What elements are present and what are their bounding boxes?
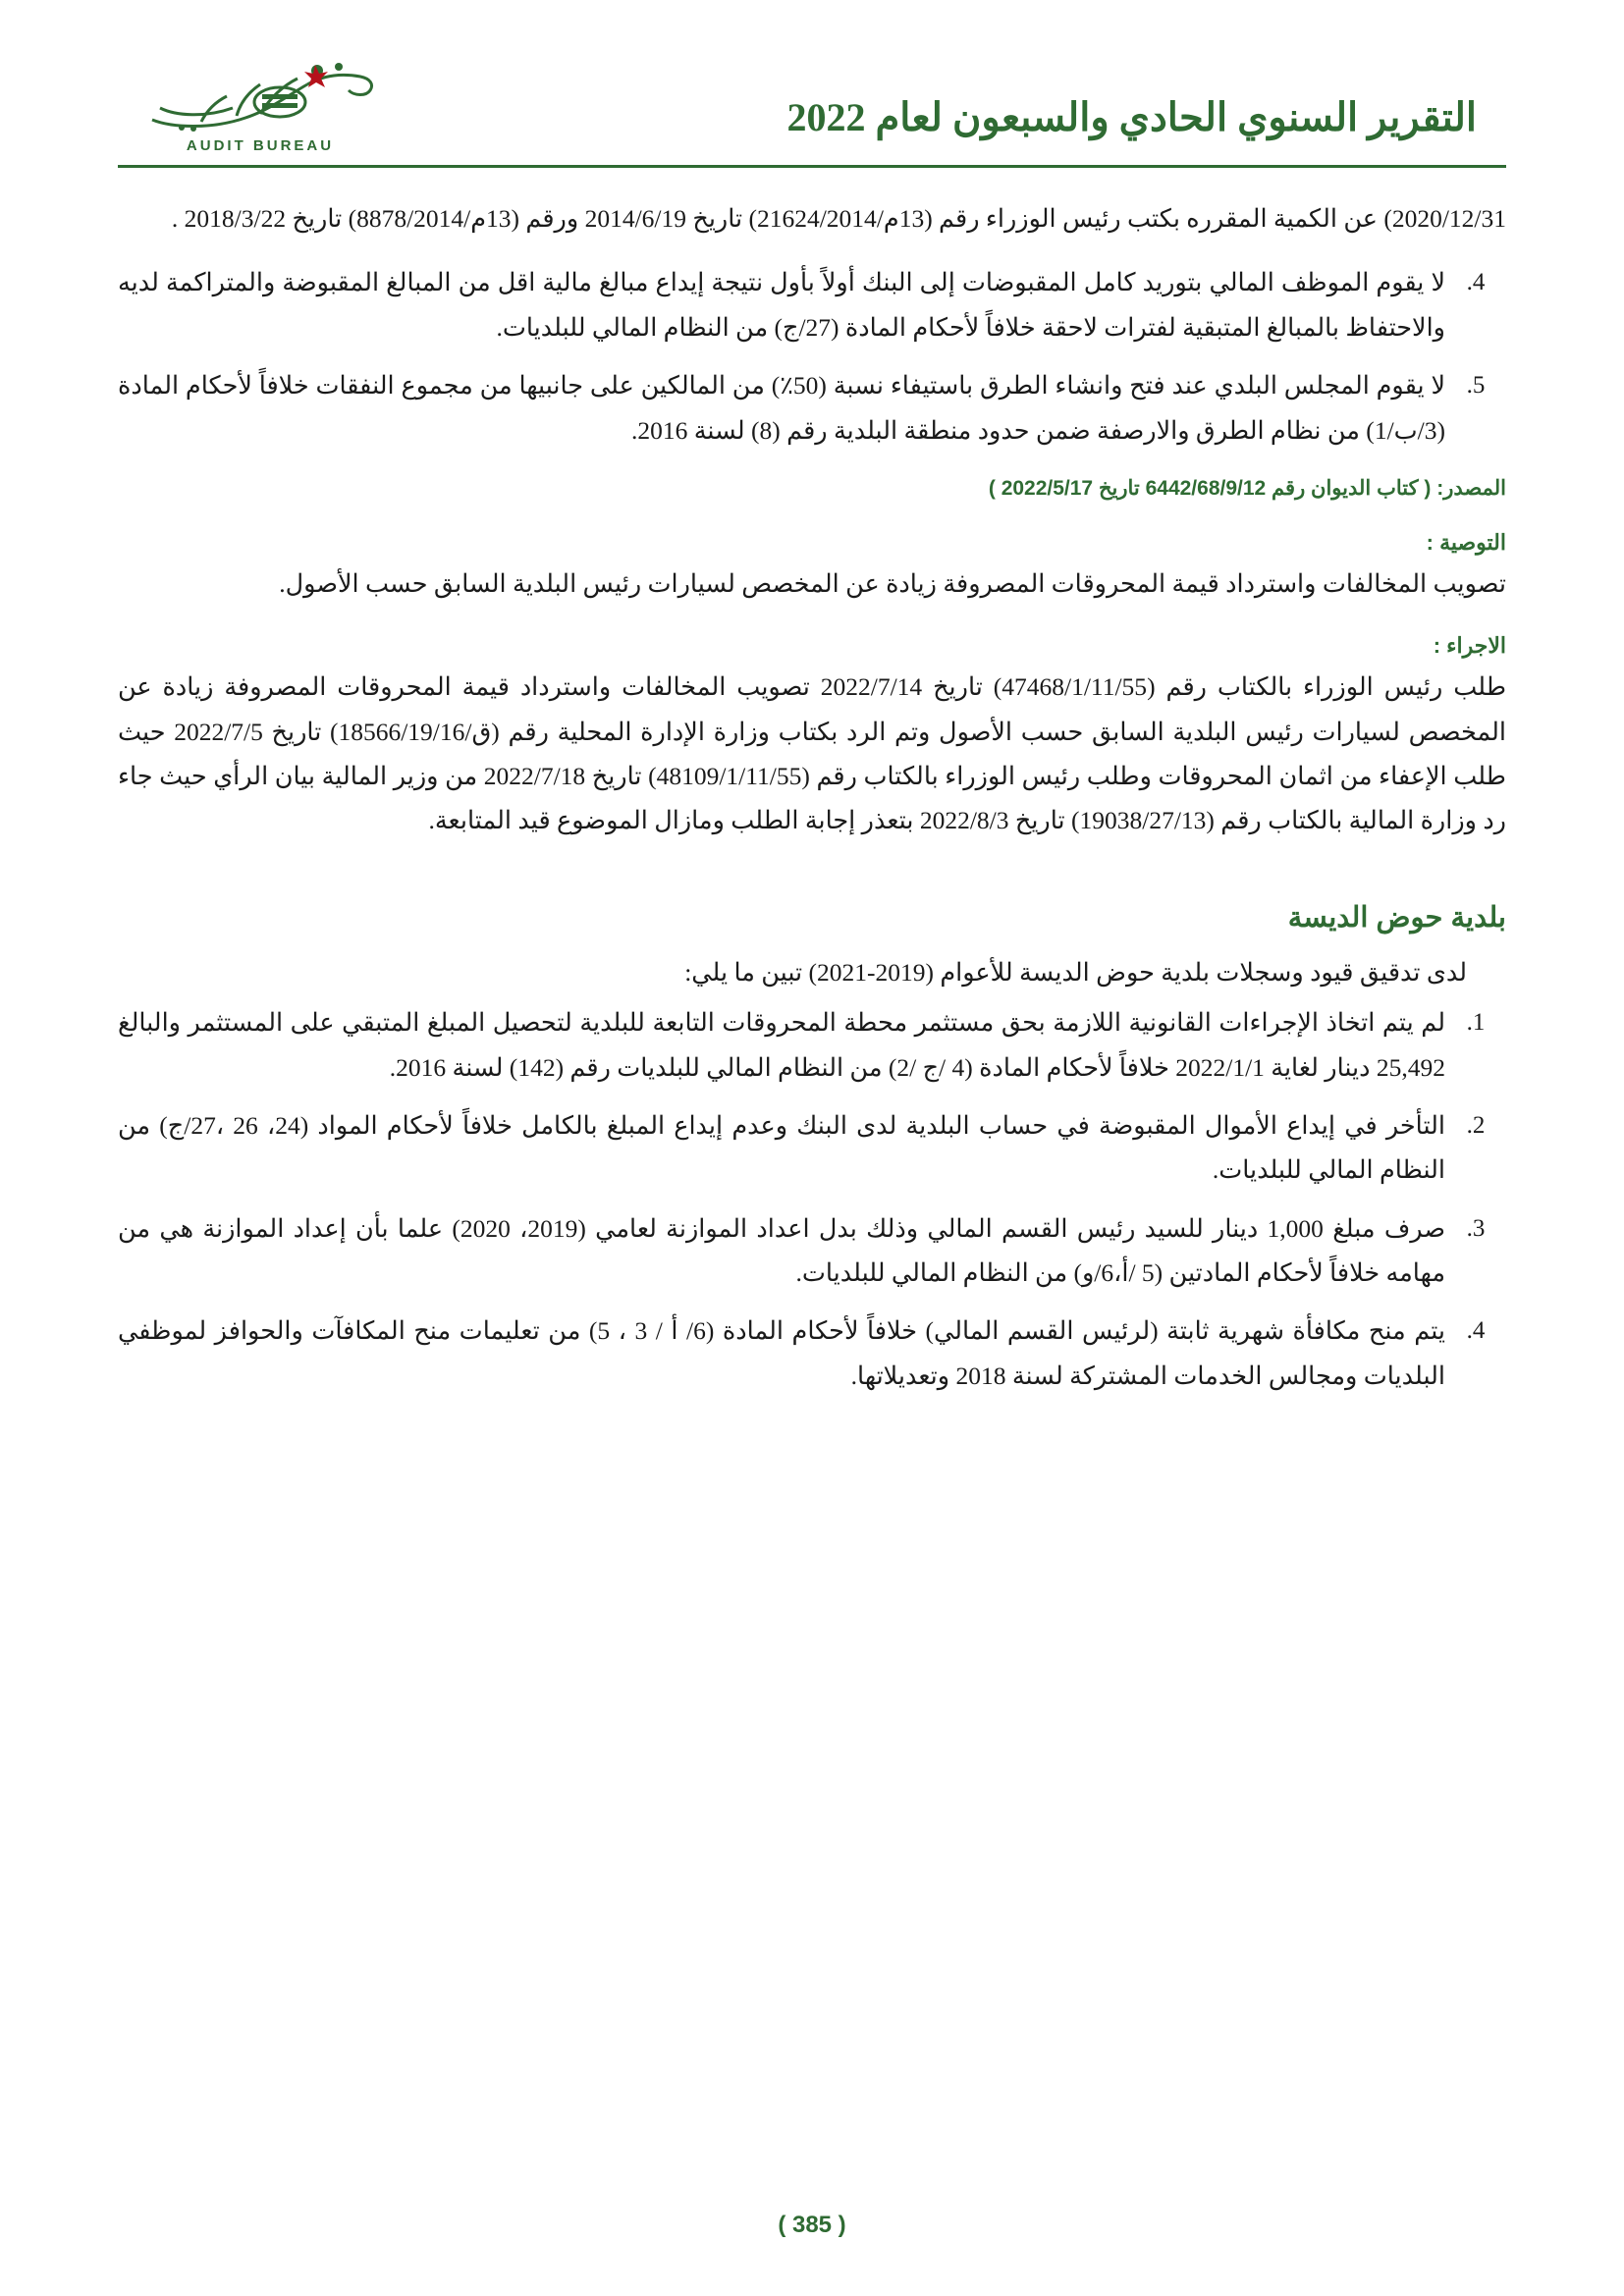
list-item-number: .3 bbox=[1466, 1214, 1486, 1242]
logo-wordmark: AUDIT BUREAU bbox=[186, 137, 335, 154]
audit-bureau-calligraphy-icon bbox=[142, 59, 378, 135]
section-intro: لدى تدقيق قيود وسجلات بلدية حوض الديسة للأعوام (2019-2021) تبين ما يلي: bbox=[684, 957, 1467, 987]
list-item bbox=[118, 1308, 1506, 1398]
list-item-number: .2 bbox=[1466, 1111, 1486, 1139]
list-item bbox=[118, 1206, 1506, 1296]
list-item-text: التأخر في إيداع الأموال المقبوضة في حساب البلدية لدى البنك وعدم إيداع المبلغ بالكامل خلافاً لأحكام المواد (24، 26 ،27/ج) من النظام المالي للبلديات. bbox=[118, 1110, 1445, 1185]
list-item-text: لا يقوم الموظف المالي بتوريد كامل المقبوضات إلى البنك أولاً بأول نتيجة إيداع مبالغ مالية اقل من المبالغ المقبوضة والمتراكمة لديه والاحتفاظ بالمبالغ المتبقية لفترات لاحقة خلافاً لأحكام المادة (27/ج) من النظام المالي للبلديات. bbox=[118, 268, 1445, 342]
header-divider bbox=[118, 165, 1506, 168]
list-item-number: .1 bbox=[1466, 1009, 1486, 1037]
list-item-text: لا يقوم المجلس البلدي عند فتح وانشاء الطرق باستيفاء نسبة (50٪) من المالكين على جانبيها من مجموع النفقات خلافاً لأحكام المادة (3/ب/1) من نظام الطرق والارصفة ضمن حدود منطقة البلدية رقم (8) لسنة 2016. bbox=[118, 371, 1445, 445]
list-item-text: صرف مبلغ 1,000 دينار للسيد رئيس القسم المالي وذلك بدل اعداد الموازنة لعامي (2019، 2020) علما بأن إعداد الموازنة هي من مهامه خلافاً لأحكام المادتين (5 /أ،6/و) من النظام المالي للبلديات. bbox=[118, 1213, 1446, 1287]
section-findings-list bbox=[118, 1000, 1506, 1398]
continued-paragraph: 2020/12/31) عن الكمية المقرره بكتب رئيس الوزراء رقم (13م/21624/2014) تاريخ 2014/6/19 ورقم (13م/8878/2014) تاريخ 2018/3/22 . bbox=[171, 204, 1506, 233]
list-item-number: .4 bbox=[1466, 1317, 1486, 1345]
list-item bbox=[118, 260, 1506, 349]
recommendation-label: التوصية : bbox=[1426, 529, 1506, 555]
list-item bbox=[118, 1000, 1506, 1090]
page-content bbox=[118, 196, 1506, 1412]
action-text: طلب رئيس الوزراء بالكتاب رقم (47468/1/11/55) تاريخ 2022/7/14 تصويب المخالفات واسترداد قيمة المحروقات المصروفة زيادة عن المخصص لسيارات رئيس البلدية السابق حسب الأصول وتم الرد بكتاب وزارة الإدارة المحلية رقم (ق/18566/19/16) تاريخ 2022/7/5 حيث طلب الإعفاء من اثمان المحروقات وطلب رئيس الوزراء بالكتاب رقم (48109/1/11/55) تاريخ 2022/7/18 من وزير المالية بيان الرأي حيث جاء رد وزارة المالية بالكتاب رقم (19038/27/13) تاريخ 2022/8/3 بتعذر إجابة الطلب ومازال الموضوع قيد المتابعة. bbox=[118, 672, 1506, 835]
section-heading: بلدية حوض الديسة bbox=[1287, 901, 1506, 934]
list-item-text: يتم منح مكافأة شهرية ثابتة (لرئيس القسم المالي) خلافاً لأحكام المادة (6/ أ / 3 ، 5) من تعليمات منح المكافآت والحوافز لموظفي البلديات ومجالس الخدمات المشتركة لسنة 2018 وتعديلاتها. bbox=[118, 1316, 1446, 1390]
source-reference: المصدر: ( كتاب الديوان رقم 6442/68/9/12 تاريخ 2022/5/17 ) bbox=[988, 476, 1506, 500]
report-title: التقرير السنوي الحادي والسبعون لعام 2022 bbox=[786, 95, 1477, 139]
action-label: الاجراء : bbox=[1433, 633, 1506, 659]
first-findings-list bbox=[118, 260, 1506, 453]
list-item-text: لم يتم اتخاذ الإجراءات القانونية اللازمة بحق مستثمر محطة المحروقات التابعة للبلدية لتحصيل المبلغ المتبقي على المستثمر والبالغ 25,492 دينار لغاية 2022/1/1 خلافاً لأحكام المادة (4 /ج /2) من النظام المالي للبلديات رقم (142) لسنة 2016. bbox=[118, 1008, 1445, 1082]
list-item-number: .5 bbox=[1466, 372, 1486, 400]
list-item-number: .4 bbox=[1466, 269, 1486, 296]
recommendation-text: تصويب المخالفات واسترداد قيمة المحروقات المصروفة زيادة عن المخصص لسيارات رئيس البلدية السابق حسب الأصول. bbox=[279, 568, 1506, 598]
list-item bbox=[118, 1103, 1506, 1193]
audit-bureau-logo bbox=[128, 59, 393, 162]
list-item bbox=[118, 363, 1506, 453]
page-header bbox=[0, 39, 1624, 177]
page-number: ( 385 ) bbox=[778, 2212, 846, 2238]
